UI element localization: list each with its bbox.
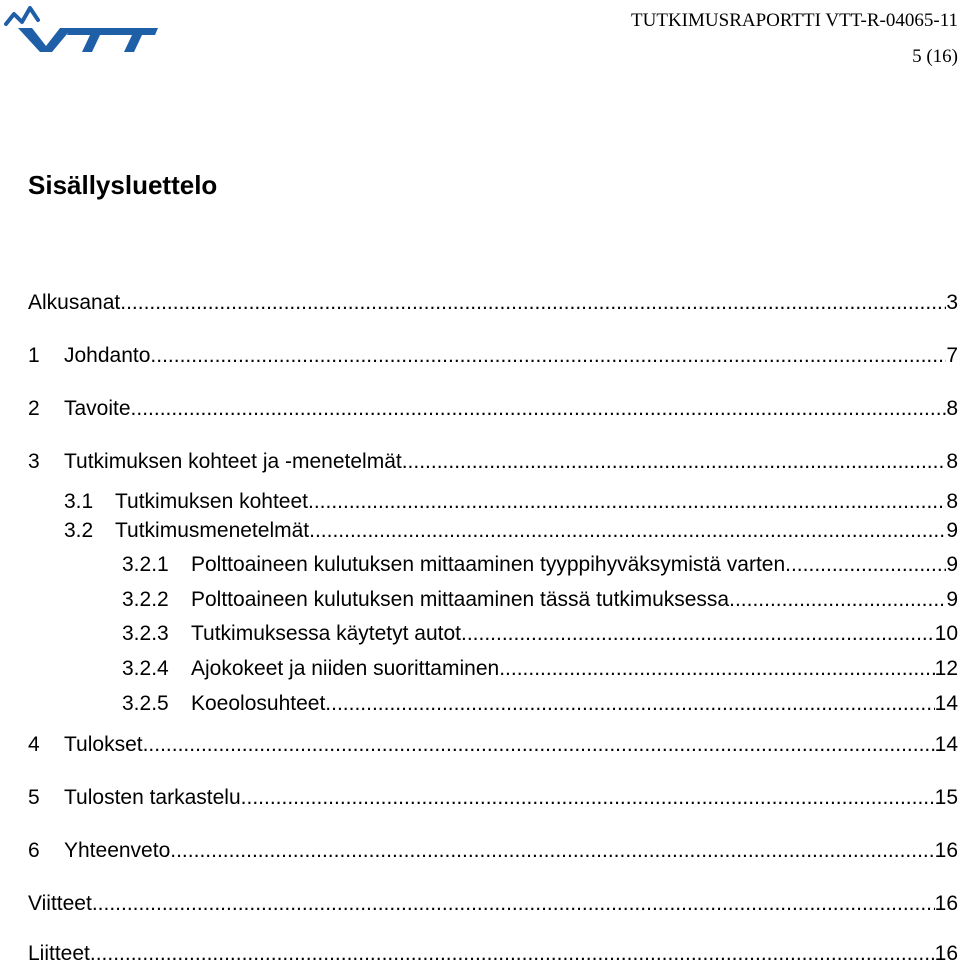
toc-entry-3-2-4[interactable] [122, 654, 958, 684]
toc-entry-number: 6 [28, 839, 40, 862]
toc-entry-page: 3 [946, 291, 958, 314]
toc-leader [402, 447, 947, 477]
toc-entry-page: 8 [946, 397, 958, 420]
toc-entry-number: 3.2.4 [122, 657, 169, 680]
toc-entry-johdanto[interactable] [28, 341, 958, 371]
toc-entry-number: 1 [28, 344, 40, 367]
toc-entry-page: 14 [934, 692, 958, 715]
toc-leader [309, 516, 946, 546]
toc-leader [90, 939, 935, 969]
toc-entry-label: Tutkimuksessa käytetyt autot [191, 622, 461, 645]
vtt-logo [4, 2, 158, 52]
toc-entry-alkusanat[interactable] [28, 288, 958, 318]
toc-leader [120, 288, 946, 318]
toc-entry-label: Alkusanat [28, 291, 121, 314]
toc-entry-number: 2 [28, 397, 40, 420]
toc-entry-3-2-3[interactable] [122, 619, 958, 649]
toc-entry-page: 7 [946, 344, 958, 367]
toc-entry-label: Polttoaineen kulutuksen mittaaminen tyyppihyväksymistä varten [191, 553, 786, 576]
toc-leader [308, 487, 946, 517]
toc-title: Sisällysluettelo [28, 170, 218, 200]
page-number: 5 (16) [912, 46, 958, 67]
toc-entry-label: Liitteet [28, 942, 90, 965]
toc-entry-3-2-5[interactable] [122, 689, 958, 719]
toc-entry-page: 14 [934, 733, 958, 756]
toc-entry-page: 9 [946, 519, 958, 542]
toc-entry-label: Tutkimusmenetelmät [115, 519, 310, 542]
toc-entry-tavoite[interactable] [28, 394, 958, 424]
toc-entry-label: Tutkimuksen kohteet [115, 490, 308, 513]
toc-leader [325, 689, 934, 719]
toc-entry-label: Tavoite [64, 397, 131, 420]
toc-entry-page: 9 [946, 588, 958, 611]
toc-entry-number: 3.2.2 [122, 588, 169, 611]
toc-entry-page: 9 [946, 553, 958, 576]
toc-leader [170, 836, 934, 866]
toc-entry-yhteenveto[interactable] [28, 836, 958, 866]
toc-entry-number: 3.2.5 [122, 692, 169, 715]
toc-leader [461, 619, 935, 649]
toc-leader [729, 585, 946, 615]
toc-entry-3-2-2[interactable] [122, 585, 958, 615]
toc-leader [92, 889, 935, 919]
toc-entry-page: 12 [934, 657, 958, 680]
toc-entry-tutkimuksen-kohteet[interactable] [64, 487, 958, 517]
toc-entry-liitteet[interactable] [28, 939, 958, 969]
toc-leader [131, 394, 947, 424]
toc-leader [241, 783, 935, 813]
toc-entry-tulosten-tarkastelu[interactable] [28, 783, 958, 813]
toc-entry-number: 4 [28, 733, 40, 756]
report-id: TUTKIMUSRAPORTTI VTT-R-04065-11 [631, 10, 958, 31]
toc-entry-number: 3.2.1 [122, 553, 169, 576]
toc-entry-label: Polttoaineen kulutuksen mittaaminen tässä tutkimuksessa [191, 588, 730, 611]
toc-entry-number: 5 [28, 786, 40, 809]
toc-entry-number: 3.2.3 [122, 622, 169, 645]
toc-entry-label: Tulokset [64, 733, 143, 756]
toc-entry-kohteet-ja-menetelmat[interactable] [28, 447, 958, 477]
toc-entry-viitteet[interactable] [28, 889, 958, 919]
toc-entry-label: Koeolosuhteet [191, 692, 326, 715]
toc-entry-label: Viitteet [28, 892, 92, 915]
toc-entry-page: 16 [934, 892, 958, 915]
toc-entry-tutkimusmenetelmat[interactable] [64, 516, 958, 546]
toc-entry-number: 3.2 [64, 519, 94, 542]
toc-entry-label: Johdanto [64, 344, 151, 367]
toc-entry-label: Tulosten tarkastelu [64, 786, 241, 809]
toc-leader [499, 654, 934, 684]
toc-entry-number: 3.1 [64, 490, 94, 513]
toc-leader [150, 341, 946, 371]
toc-entry-label: Ajokokeet ja niiden suorittaminen [191, 657, 500, 680]
toc-entry-page: 16 [934, 942, 958, 965]
toc-entry-page: 8 [946, 490, 958, 513]
toc-entry-3-2-1[interactable] [122, 550, 958, 580]
toc-leader [143, 730, 935, 760]
toc-entry-page: 10 [934, 622, 958, 645]
toc-entry-page: 8 [946, 450, 958, 473]
toc-entry-page: 15 [934, 786, 958, 809]
toc-entry-label: Yhteenveto [64, 839, 171, 862]
toc-entry-number: 3 [28, 450, 40, 473]
toc-entry-page: 16 [934, 839, 958, 862]
toc-entry-label: Tutkimuksen kohteet ja -menetelmät [64, 450, 402, 473]
toc-leader [785, 550, 946, 580]
toc-entry-tulokset[interactable] [28, 730, 958, 760]
